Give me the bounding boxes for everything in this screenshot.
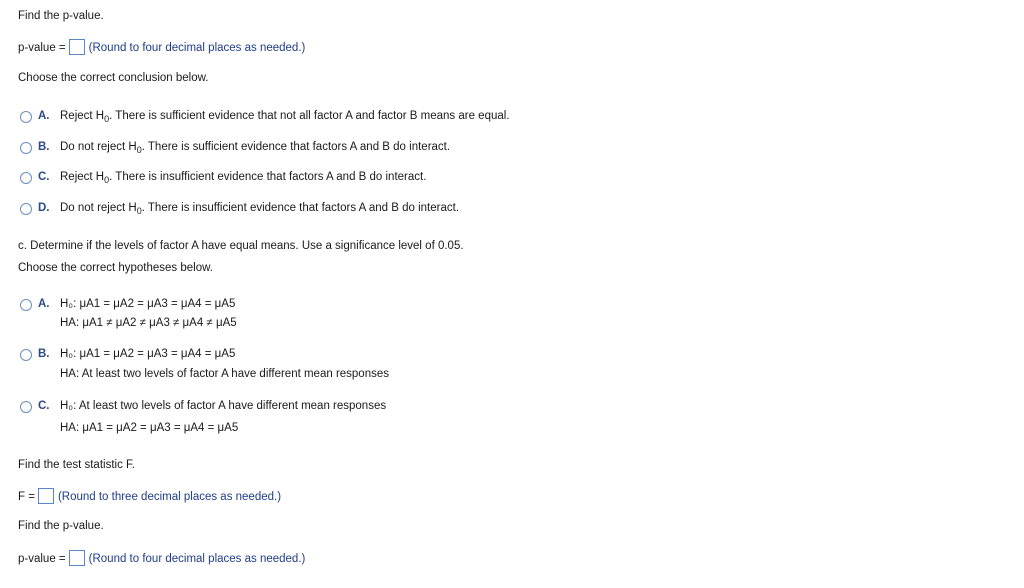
option-text	[60, 141, 450, 153]
subscript: 0	[104, 114, 110, 124]
option-text-post: . There is sufficient evidence that not all factor A and factor B means are equal.	[109, 110, 510, 122]
pvalue-row	[18, 40, 305, 56]
radio-button[interactable]	[20, 172, 32, 184]
pvalue-label: p-value =	[18, 553, 66, 566]
radio-button[interactable]	[20, 349, 32, 361]
option-letter: A.	[38, 298, 50, 310]
radio-button[interactable]	[20, 203, 32, 215]
radio-button[interactable]	[20, 299, 32, 311]
conclusion-option-d[interactable]	[18, 201, 618, 219]
option-text-post: . There is insufficient evidence that factors A and B do interact.	[109, 171, 427, 183]
null-hypothesis: H₀: μA1 = μA2 = μA3 = μA4 = μA5	[60, 348, 236, 360]
option-text	[60, 202, 459, 214]
choose-hypotheses-prompt: Choose the correct hypotheses below.	[18, 262, 213, 274]
null-hypothesis: H₀: μA1 = μA2 = μA3 = μA4 = μA5	[60, 298, 236, 310]
conclusion-option-c[interactable]	[18, 170, 618, 188]
option-text-post: . There is insufficient evidence that factors A and B do interact.	[141, 202, 460, 214]
pvalue-label: p-value =	[18, 42, 66, 55]
option-text	[60, 171, 426, 183]
conclusion-option-b[interactable]	[18, 140, 618, 158]
option-letter: B.	[38, 141, 50, 153]
pvalue-hint: (Round to four decimal places as needed.)	[88, 553, 306, 566]
pvalue-hint: (Round to four decimal places as needed.)	[88, 42, 306, 55]
option-letter: D.	[38, 202, 50, 214]
radio-button[interactable]	[20, 401, 32, 413]
part-c-question: c. Determine if the levels of factor A have equal means. Use a significance level of 0.05.	[18, 240, 464, 252]
pvalue-input-2[interactable]	[69, 550, 85, 566]
option-text-post: . There is sufficient evidence that factors A and B do interact.	[141, 141, 451, 153]
alternative-hypothesis: HA: μA1 ≠ μA2 ≠ μA3 ≠ μA4 ≠ μA5	[60, 317, 237, 329]
hypothesis-option-a[interactable]	[18, 296, 618, 336]
alternative-hypothesis: HA: μA1 = μA2 = μA3 = μA4 = μA5	[60, 422, 239, 434]
subscript: 0	[104, 175, 110, 185]
subscript: 0	[136, 145, 142, 155]
subscript: 0	[136, 206, 142, 216]
choose-conclusion-prompt: Choose the correct conclusion below.	[18, 72, 209, 84]
hypothesis-option-c[interactable]	[18, 399, 618, 439]
find-pvalue-prompt: Find the p-value.	[18, 10, 104, 22]
pvalue-input[interactable]	[69, 39, 85, 55]
f-label: F =	[18, 491, 35, 504]
radio-button[interactable]	[20, 142, 32, 154]
f-row	[18, 489, 281, 505]
option-text-pre: Do not reject H	[60, 202, 137, 214]
alternative-hypothesis: HA: At least two levels of factor A have different mean responses	[60, 368, 389, 380]
hypothesis-option-b[interactable]	[18, 347, 618, 387]
f-hint: (Round to three decimal places as needed.)	[57, 491, 282, 504]
pvalue-row-2	[18, 551, 305, 567]
find-f-prompt: Find the test statistic F.	[18, 459, 135, 471]
option-text	[60, 110, 510, 122]
find-pvalue-prompt-2: Find the p-value.	[18, 520, 104, 532]
option-text-pre: Do not reject H	[60, 141, 137, 153]
option-letter: A.	[38, 110, 50, 122]
option-text-pre: Reject H	[60, 171, 105, 183]
f-input[interactable]	[38, 488, 54, 504]
option-letter: B.	[38, 348, 50, 360]
option-letter: C.	[38, 400, 50, 412]
option-text-pre: Reject H	[60, 110, 105, 122]
radio-button[interactable]	[20, 111, 32, 123]
option-letter: C.	[38, 171, 50, 183]
null-hypothesis: H₀: At least two levels of factor A have different mean responses	[60, 400, 387, 412]
conclusion-option-a[interactable]	[18, 109, 618, 127]
